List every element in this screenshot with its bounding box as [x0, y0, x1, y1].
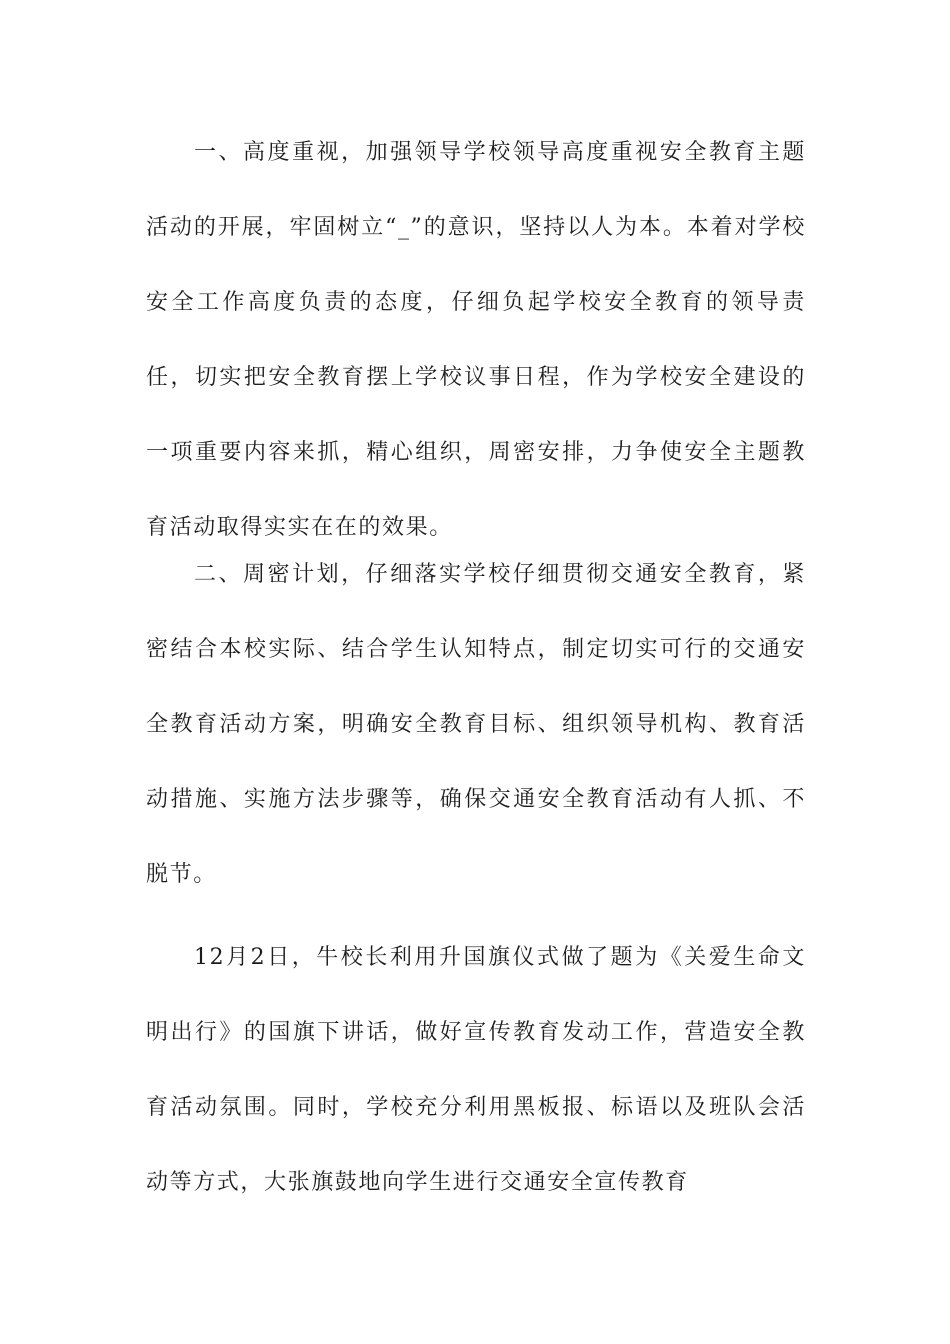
paragraph-leadership: 一、高度重视，加强领导学校领导高度重视安全教育主题活动的开展，牢固树立“_”的意识，坚持以人为本。本着对学校安全工作高度负责的态度，仔细负起学校安全教育的领导责任，切实把安全教育摆上学校议事日程，作为学校安全建设的一项重要内容来抓，精心组织，周密安排，力争使安全主题教育活动取得实实在在的效果。 — [146, 140, 806, 540]
paragraph-planning: 二、周密计划，仔细落实学校仔细贯彻交通安全教育，紧密结合本校实际、结合学生认知特点，制定切实可行的交通安全教育活动方案，明确安全教育目标、组织领导机构、教育活动措施、实施方法步骤等，确保交通安全教育活动有人抓、不脱节。 — [146, 562, 806, 887]
paragraph-flag-speech: 12月2日，牛校长利用升国旗仪式做了题为《关爱生命文明出行》的国旗下讲话，做好宣传教育发动工作，营造安全教育活动氛围。同时，学校充分利用黑板报、标语以及班队会活动等方式，大张旗鼓地向学生进行交通安全宣传教育 — [146, 945, 806, 1195]
